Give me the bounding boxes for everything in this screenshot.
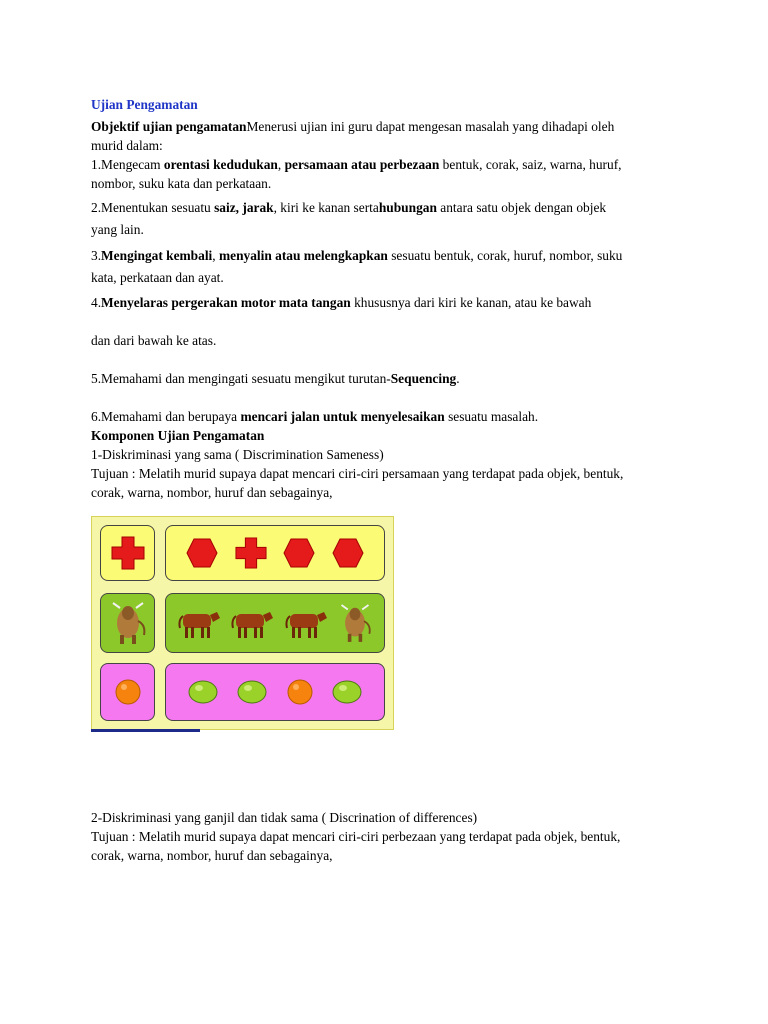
target-cell-cross (100, 525, 155, 581)
document-body-continued (91, 808, 631, 865)
orange-icon (286, 678, 314, 706)
item-5: 5.Memahami dan mengingati sesuatu mengikut turutan-Sequencing. (91, 371, 460, 386)
components-heading: Komponen Ujian Pengamatan (91, 428, 265, 443)
component-2-desc: Tujuan : Melatih murid supaya dapat mencari ciri-ciri perbezaan yang terdapat pada objek, bentuk, corak, warna, nombor, huruf dan sebagainya, (91, 829, 621, 863)
item-4-continued: dan dari bawah ke atas. (91, 333, 217, 348)
component-1-desc: Tujuan : Melatih murid supaya dapat mencari ciri-ciri persamaan yang terdapat pada objek, bentuk, corak, warna, nombor, huruf dan sebagainya, (91, 466, 624, 500)
component-2-title: 2-Diskriminasi yang ganjil dan tidak sama ( Discrination of differences) (91, 810, 478, 825)
document-body (91, 95, 631, 502)
options-cell-shapes (165, 525, 385, 581)
item-1: 1.Mengecam orentasi kedudukan, persamaan atau perbezaan bentuk, corak, saiz, warna, huruf, nombor, suku kata dan perkataan. (91, 157, 622, 191)
cross-icon (235, 537, 267, 569)
cow-front-icon (337, 602, 373, 644)
lime-icon (236, 679, 268, 705)
cow-side-icon (230, 606, 274, 640)
item-2: 2.Menentukan sesuatu saiz, jarak, kiri ke kanan sertahubungan antara satu objek dengan objek yang lain. (91, 200, 607, 237)
cow-side-icon (177, 606, 221, 640)
hexagon-icon (332, 538, 364, 568)
item-4: 4.Menyelaras pergerakan motor mata tangan khususnya dari kiri ke kanan, atau ke bawah (91, 295, 592, 310)
target-cell-cow (100, 593, 155, 653)
options-cell-fruits (165, 663, 385, 721)
sameness-exercise-figure (91, 516, 394, 730)
component-1-title: 1-Diskriminasi yang sama ( Discrimination Sameness) (91, 447, 384, 462)
cow-side-icon (284, 606, 328, 640)
objective-label: Objektif ujian pengamatan (91, 119, 247, 134)
hexagon-icon (186, 538, 218, 568)
lime-icon (187, 679, 219, 705)
orange-icon (114, 678, 142, 706)
objective-paragraph (91, 117, 631, 155)
cow-front-icon (108, 601, 148, 645)
cross-icon (111, 536, 145, 570)
heading: Ujian Pengamatan (91, 97, 198, 112)
item-6: 6.Memahami dan berupaya mencari jalan untuk menyelesaikan sesuatu masalah. (91, 409, 539, 424)
figure-underline (91, 729, 200, 732)
options-cell-cows (165, 593, 385, 653)
hexagon-icon (283, 538, 315, 568)
item-3: 3.Mengingat kembali, menyalin atau melengkapkan sesuatu bentuk, corak, huruf, nombor, suku kata, perkataan dan ayat. (91, 248, 623, 285)
target-cell-orange (100, 663, 155, 721)
objective-text: Menerusi ujian ini guru dapat mengesan masalah yang dihadapi oleh murid dalam: (91, 119, 615, 153)
lime-icon (331, 679, 363, 705)
